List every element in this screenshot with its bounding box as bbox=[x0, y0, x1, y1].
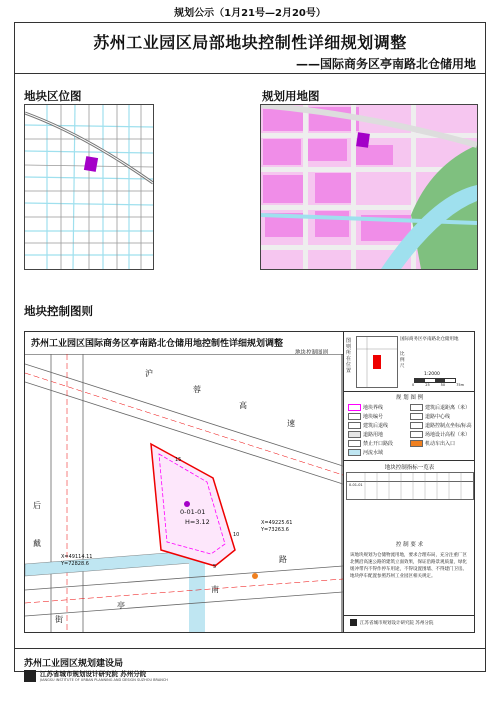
control-drawing bbox=[25, 354, 343, 632]
divider bbox=[344, 391, 475, 392]
scale-tick: 50 bbox=[440, 383, 446, 387]
table-title: 地块控制指标一览表 bbox=[384, 465, 435, 471]
road-label-hu: 沪 bbox=[145, 369, 153, 378]
index-map bbox=[356, 336, 398, 388]
divider bbox=[344, 460, 475, 461]
scale-tick: 0 bbox=[412, 383, 415, 387]
bureau-name: 苏州工业园区规划建设局 bbox=[24, 659, 124, 669]
coord-left-y: Y=72828.6 bbox=[61, 561, 89, 567]
legend-title: 规 划 图 例 bbox=[395, 395, 424, 401]
institute-logo bbox=[24, 670, 36, 682]
legend-item: 机动车出入口 bbox=[410, 440, 455, 447]
indicator-table bbox=[346, 472, 474, 500]
legend-item: 地块编号 bbox=[348, 413, 383, 420]
legend-item: 道路用地 bbox=[348, 431, 383, 438]
scale-ticks bbox=[412, 383, 464, 387]
road-label-jie: 街 bbox=[55, 615, 63, 624]
setback-bottom: 5 bbox=[213, 564, 217, 570]
location-map bbox=[24, 104, 154, 270]
divider bbox=[14, 73, 486, 74]
index-label: 图则所在位置 bbox=[346, 338, 352, 374]
page-subtitle: ——国际商务区亭南路北仓储用地 bbox=[295, 57, 476, 71]
legend bbox=[348, 404, 472, 458]
road-label-gao: 高 bbox=[239, 401, 247, 410]
scale-tick: 25 bbox=[425, 383, 430, 387]
legend-item: 建筑后退距离（米） bbox=[410, 404, 470, 411]
land-use-map-title: 规划用地图 bbox=[262, 89, 320, 103]
setback-right: 10 bbox=[233, 532, 240, 538]
road-label-ning: 蓉 bbox=[193, 385, 201, 394]
institute-name-en: JIANGSU INSTITUTE OF URBAN PLANNING AND DESIGN SUZHOU BRANCH bbox=[40, 678, 168, 682]
scale-tick: 75m bbox=[456, 383, 464, 387]
plot-id: 0-01-01 bbox=[180, 508, 206, 516]
coord-right-y: Y=73263.6 bbox=[261, 527, 289, 533]
location-map-title: 地块区位图 bbox=[24, 89, 82, 103]
control-title: 控 制 要 求 bbox=[395, 542, 424, 548]
index-map-svg bbox=[357, 337, 397, 387]
scale-label: 比例尺 bbox=[400, 352, 405, 369]
road-label-ting: 亭 bbox=[117, 601, 125, 610]
setback-top: 15 bbox=[175, 457, 182, 463]
notice: 规划公示（1月21号—2月20号） bbox=[174, 8, 326, 19]
road-label-dai: 戴 bbox=[33, 539, 41, 548]
legend-item: 地块界线 bbox=[348, 404, 383, 411]
table-cell: 0-01-01 bbox=[349, 483, 363, 487]
control-map-title: 地块控制图则 bbox=[24, 304, 93, 318]
coord-right-x: X=49225.61 bbox=[261, 520, 293, 526]
land-use-map-svg bbox=[261, 105, 477, 269]
legend-item: 河流水域 bbox=[348, 449, 383, 456]
legend-item: 道路中心线 bbox=[410, 413, 450, 420]
plot-height: H=3.12 bbox=[185, 518, 210, 526]
legend-item: 建筑后退线 bbox=[348, 422, 388, 429]
legend-item: 场地设计高程（米） bbox=[410, 431, 470, 438]
legend-item: 道路控制点坐标/标高 bbox=[410, 422, 472, 429]
road-label-su: 速 bbox=[287, 419, 295, 428]
road-label-hou: 后 bbox=[33, 501, 41, 510]
scale-ratio: 1:2000 bbox=[424, 372, 440, 377]
land-use-map bbox=[260, 104, 478, 270]
control-doc-title: 苏州工业园区国际商务区亭南路北仓储用地控制性详细规划调整 bbox=[31, 339, 284, 349]
page-title: 苏州工业园区局部地块控制性详细规划调整 bbox=[93, 33, 407, 52]
control-document bbox=[24, 331, 475, 633]
divider bbox=[14, 648, 486, 649]
coord-left-x: X=49114.11 bbox=[61, 554, 93, 560]
legend-item: 禁止开口路段 bbox=[348, 440, 393, 447]
index-map-title: 国际商务区亭南路北仓储用地 bbox=[400, 337, 459, 342]
control-doc-subtitle: 地块控制图则 bbox=[295, 350, 329, 356]
location-map-svg bbox=[25, 105, 153, 269]
institute-name: 江苏省城市规划设计研究院 苏州分院 bbox=[40, 670, 147, 678]
right-panel bbox=[343, 332, 475, 632]
control-text: 该地块规划为仓储物流用地，要求合理布局，充分注重厂区北侧沿高速公路的建筑立面效果，保证沿路景观质量，绿化缓冲带内不得作停车用途，不得设置围墙、不得建门卫房。地块停车配置参照苏州工业园区相关规定。 bbox=[350, 553, 467, 579]
divider bbox=[344, 615, 475, 616]
firm-logo bbox=[350, 619, 357, 626]
road-label-lu: 路 bbox=[279, 555, 287, 564]
firm-name: 江苏省城市规划设计研究院 苏州分院 bbox=[360, 621, 434, 626]
table-grid bbox=[347, 473, 473, 499]
road-label-nan: 南 bbox=[211, 585, 219, 594]
